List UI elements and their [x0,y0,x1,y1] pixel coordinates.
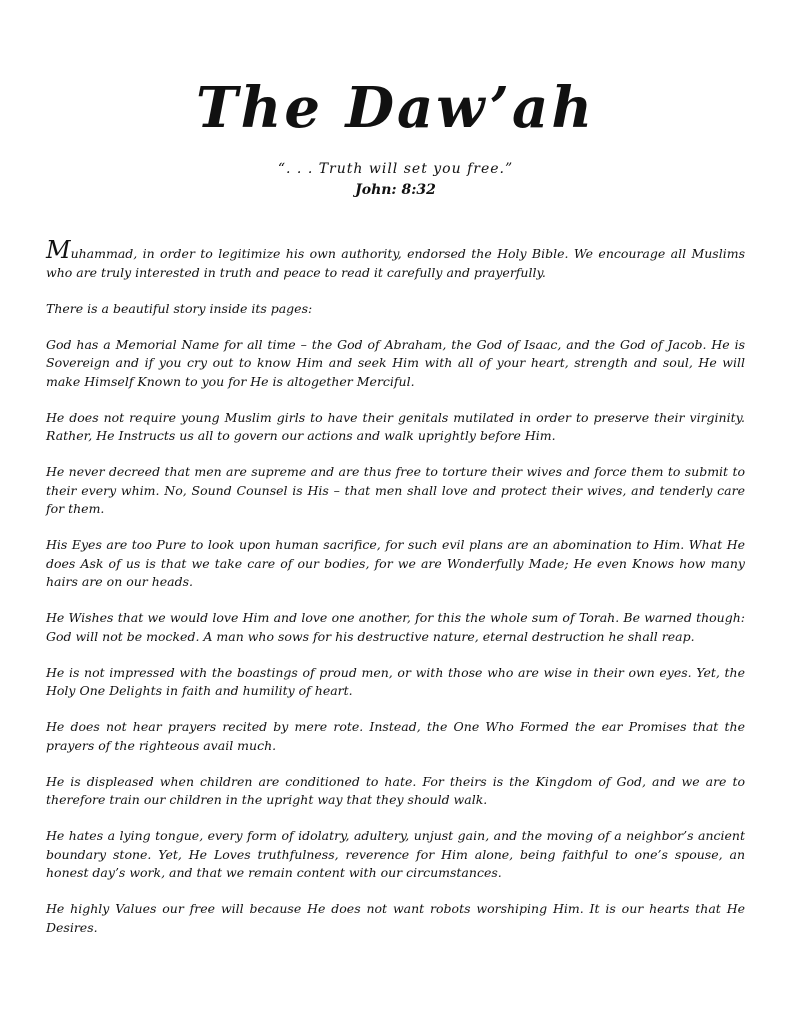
paragraph: He is not impressed with the boastings of proud men, or with those who are wise in their own eyes. Yet, the Holy One Delights in faith and humility of heart. [46,664,745,698]
paragraph-intro [46,238,745,282]
paragraph: His Eyes are too Pure to look upon human sacrifice, for such evil plans are an abomination to Him. What He does Ask of us is that we take care of our bodies, for we are Wonderfully Made; He even Knows how many hairs are on our heads. [46,537,745,589]
paragraph: He does not require young Muslim girls to have their genitals mutilated in order to preserve their virginity. Rather, He Instructs us all to govern our actions and walk uprightly before Him. [46,409,745,443]
paragraph: There is a beautiful story inside its pages: [46,300,313,316]
body-text [46,238,745,955]
epigraph-quote: “. . . Truth will set you free.” [277,161,514,177]
epigraph-citation: John: 8:32 [355,181,436,198]
drop-cap: M [46,236,71,264]
paragraph: He is displeased when children are conditioned to hate. For theirs is the Kingdom of God, and we are to therefore train our children in the upright way that they should walk. [46,773,745,807]
page-title: The Daw’ah [195,74,596,141]
epigraph [0,160,791,200]
paragraph: God has a Memorial Name for all time – the God of Abraham, the God of Isaac, and the God of Jacob. He is Sovereign and if you cry out to know Him and seek Him with all of your heart, strength and soul, He will make Himself Known to you for He is altogether Merciful. [46,336,745,389]
paragraph-intro-text: uhammad, in order to legitimize his own authority, endorsed the Holy Bible. We encourage all Muslims who are truly interested in truth and peace to read it carefully and prayerfully. [46,246,745,280]
paragraph: He does not hear prayers recited by mere rote. Instead, the One Who Formed the ear Promises that the prayers of the righteous avail much. [46,719,745,753]
paragraph: He hates a lying tongue, every form of idolatry, adultery, unjust gain, and the moving of a neighbor’s ancient boundary stone. Yet, He Loves truthfulness, reverence for Him alone, being faithful to one’s spouse, an honest day’s work, and that we remain content with our circumstances. [46,828,745,880]
paragraph: He highly Values our free will because He does not want robots worshiping Him. It is our hearts that He Desires. [46,901,745,935]
paragraph: He Wishes that we would love Him and love one another, for this the whole sum of Torah. Be warned though: God will not be mocked. A man who sows for his destructive nature, eternal destruction he shall reap. [46,610,745,644]
paragraph: He never decreed that men are supreme and are thus free to torture their wives and force them to submit to their every whim. No, Sound Counsel is His – that men shall love and protect their wives, and tenderly care for them. [46,464,745,516]
